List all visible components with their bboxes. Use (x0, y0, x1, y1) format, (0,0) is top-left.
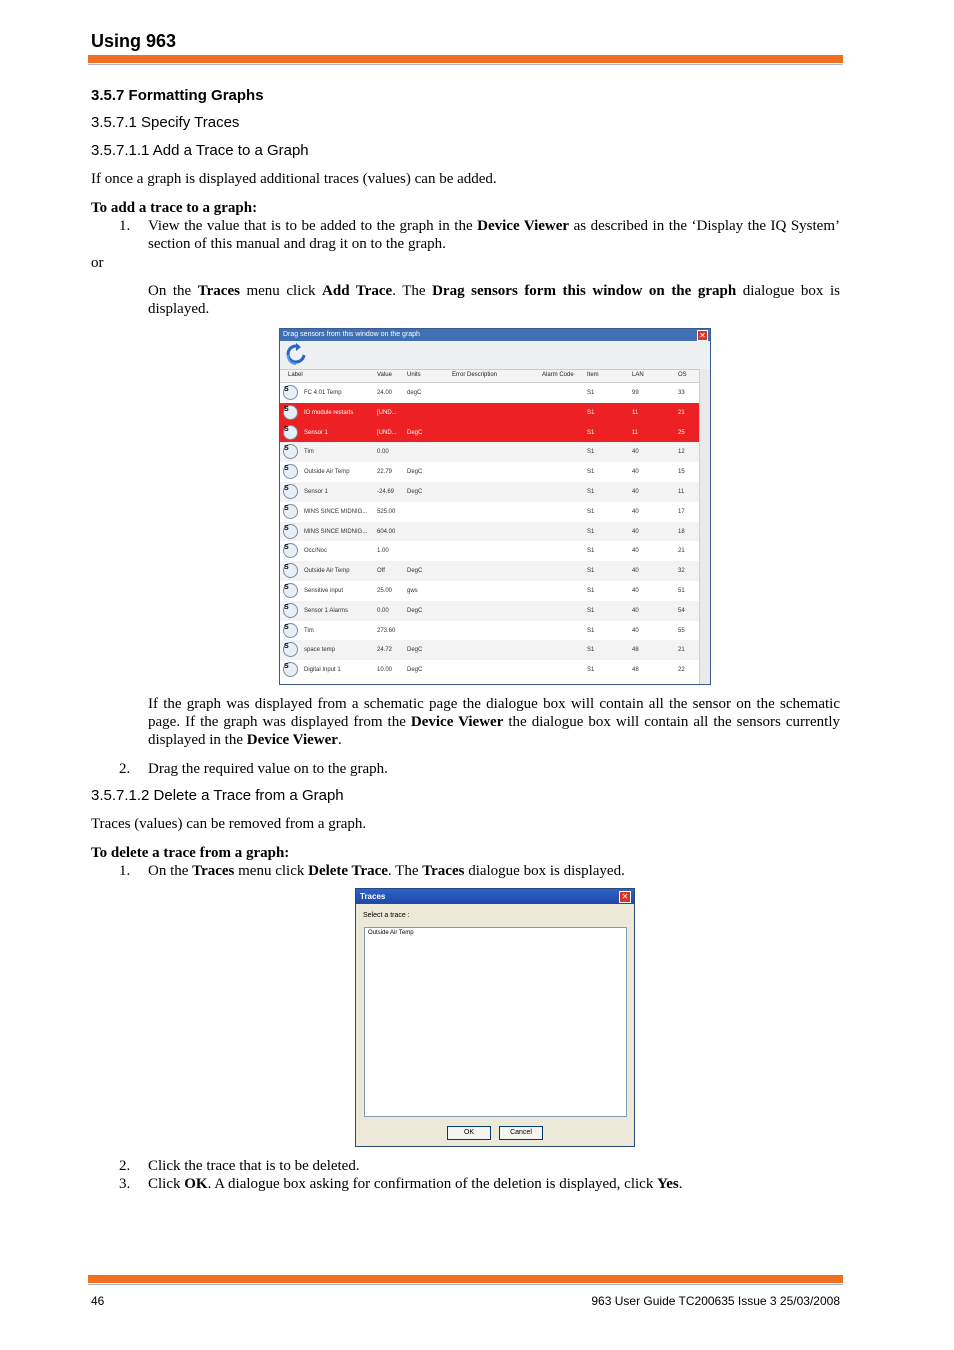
sensor-item: S1 (587, 568, 595, 575)
sensor-label: Sensor 1 Alarms (304, 607, 349, 614)
sensor-label: IO module restarts (304, 409, 354, 416)
sensor-row[interactable] (280, 561, 699, 581)
running-header: Using 963 (91, 31, 177, 51)
sensor-os: 21 (678, 548, 685, 555)
column-header[interactable]: Label (288, 372, 303, 378)
trace-list-item[interactable]: Outside Air Temp (368, 930, 414, 936)
step-number: 2. (119, 1158, 131, 1174)
delete-step-3: Click OK. A dialogue box asking for confirmation of the deletion is displayed, click Yes. (148, 1176, 683, 1192)
sensor-lan: 40 (632, 488, 639, 495)
sensor-label: Tim (304, 449, 314, 456)
sensor-icon: S (283, 444, 298, 459)
sensor-os: 25 (678, 429, 685, 436)
sensor-lan: 40 (632, 627, 639, 634)
delete-step-1: On the Traces menu click Delete Trace. The Traces dialogue box is displayed. (148, 863, 625, 879)
sensor-row[interactable] (280, 383, 699, 403)
step-number: 1. (119, 863, 131, 879)
sensor-item: S1 (587, 488, 595, 495)
sensor-os: 17 (678, 508, 685, 515)
sensor-value: 10.00 (377, 667, 393, 674)
sensor-item: S1 (587, 607, 595, 614)
sensor-item: S1 (587, 429, 595, 436)
sensor-row[interactable] (280, 423, 699, 443)
sensor-value: 604.00 (377, 528, 396, 535)
sensor-value: 0.00 (377, 607, 389, 614)
column-header[interactable]: Value (377, 372, 392, 378)
header-rule-thin (88, 64, 843, 65)
column-header[interactable]: Alarm Code (542, 372, 574, 378)
sensor-label: Tim (304, 627, 314, 634)
sensor-lan: 48 (632, 667, 639, 674)
sensor-value: 0.00 (377, 449, 389, 456)
sensor-label: Sensor 1 (304, 429, 329, 436)
sensor-item: S1 (587, 449, 595, 456)
sensor-icon: S (283, 543, 298, 558)
sensor-row[interactable] (280, 581, 699, 601)
sensor-os: 11 (678, 488, 685, 495)
sensor-lan: 40 (632, 449, 639, 456)
dialog-title-bar: Drag sensors from this window on the graph (280, 329, 710, 341)
drag-sensors-dialog (279, 328, 711, 685)
refresh-icon[interactable] (285, 343, 307, 367)
header-rule (88, 55, 843, 63)
sensor-item: S1 (587, 508, 595, 515)
sensor-label: MINS SINCE MIDNIG... (304, 508, 368, 515)
sensor-value: 1.00 (377, 548, 389, 555)
column-header[interactable]: Item (587, 372, 599, 378)
page-number: 46 (91, 1294, 105, 1308)
sensor-os: 21 (678, 409, 685, 416)
sensor-list (280, 383, 710, 680)
sensor-row[interactable] (280, 482, 699, 502)
sensor-label: Sensor 1 (304, 488, 329, 495)
heading-specify-traces: 3.5.7.1 Specify Traces (91, 114, 240, 131)
traces-dialog-title: Traces (356, 889, 634, 904)
sensor-icon: S (283, 603, 298, 618)
sensor-label: FC 4.01 Temp (304, 390, 342, 396)
sensor-item: S1 (587, 647, 595, 654)
step-number: 3. (119, 1176, 131, 1192)
sensor-units: DegC (407, 568, 423, 575)
close-icon[interactable]: ✕ (697, 330, 708, 341)
column-header[interactable]: LAN (632, 372, 644, 378)
sensor-value: -24.69 (377, 488, 395, 495)
step-2-text: Drag the required value on to the graph. (148, 761, 388, 777)
sensor-item: S1 (587, 667, 595, 674)
sensor-item: S1 (587, 409, 595, 416)
sensor-os: 21 (678, 647, 685, 654)
sensor-lan: 40 (632, 528, 639, 535)
footer-rule (88, 1275, 843, 1283)
sensor-lan: 40 (632, 548, 639, 555)
trace-listbox[interactable] (364, 927, 627, 1117)
sensor-icon: S (283, 623, 298, 638)
sensor-icon: S (283, 385, 298, 400)
sensor-label: MINS SINCE MIDNIG... (304, 528, 368, 535)
sensor-row[interactable] (280, 403, 699, 423)
footer-rule-thin (88, 1284, 843, 1285)
step-number: 2. (119, 761, 131, 777)
add-trace-heading: To add a trace to a graph: (91, 200, 258, 216)
sensor-lan: 40 (632, 469, 639, 476)
step-number: 1. (119, 218, 131, 234)
heading-formatting-graphs: 3.5.7 Formatting Graphs (91, 87, 264, 104)
sensor-lan: 11 (632, 429, 639, 436)
dialog-toolbar (280, 341, 710, 370)
after-dialog-paragraph: If the graph was displayed from a schematic page the dialogue box will contain all the sensor on the schematic page. If the graph was displayed from the Device Viewer the dialogue box will contain all the sensors currently displayed in the Device Viewer. (148, 696, 840, 748)
traces-dialog (355, 888, 635, 1147)
sensor-units: DegC (407, 647, 423, 654)
sensor-lan: 99 (632, 390, 639, 396)
sensor-value: 22.79 (377, 469, 393, 476)
sensor-os: 33 (678, 390, 685, 396)
close-icon[interactable]: ✕ (619, 891, 631, 903)
cancel-button[interactable]: Cancel (499, 1126, 543, 1140)
sensor-units: DegC (407, 488, 423, 495)
sensor-icon: S (283, 484, 298, 499)
select-trace-label: Select a trace : (363, 912, 410, 919)
column-header[interactable]: Error Description (452, 372, 498, 378)
sensor-label: Outside Air Temp (304, 568, 350, 575)
sensor-units: DegC (407, 607, 423, 614)
sensor-units: DegC (407, 429, 423, 436)
sensor-lan: 11 (632, 409, 639, 416)
sensor-lan: 48 (632, 647, 639, 654)
sensor-os: 15 (678, 469, 685, 476)
sensor-icon: S (283, 464, 298, 479)
delete-intro: Traces (values) can be removed from a graph. (91, 816, 367, 832)
sensor-row[interactable] (280, 640, 699, 660)
sensor-row[interactable] (280, 502, 699, 522)
sensor-units: DegC (407, 469, 423, 476)
sensor-units: gws (407, 587, 418, 594)
sensor-os: 55 (678, 627, 685, 634)
sensor-label: Digital Input 1 (304, 667, 341, 674)
sensor-icon: S (283, 504, 298, 519)
sensor-value: Off (377, 568, 385, 575)
sensor-os: 18 (678, 528, 685, 535)
footer-doc-info: 963 User Guide TC200635 Issue 3 25/03/2008 (591, 1294, 840, 1308)
sensor-item: S1 (587, 528, 595, 535)
or-text: or (91, 255, 104, 271)
sensor-icon: S (283, 524, 298, 539)
sensor-icon: S (283, 563, 298, 578)
sensor-item: S1 (587, 548, 595, 555)
sensor-value: 24.00 (377, 390, 393, 396)
sensor-value: 525.00 (377, 508, 396, 515)
sensor-item: S1 (587, 627, 595, 634)
column-header[interactable]: OS (678, 372, 687, 378)
sensor-value: [UND... (377, 429, 397, 436)
sensor-item: S1 (587, 390, 595, 396)
sensor-value: [UND... (377, 409, 397, 416)
sensor-row[interactable] (280, 601, 699, 621)
sensor-row[interactable] (280, 541, 699, 561)
sensor-row[interactable] (280, 621, 699, 641)
sensor-item: S1 (587, 587, 595, 594)
sensor-os: 32 (678, 568, 685, 575)
sensor-value: 25.00 (377, 587, 393, 594)
sensor-item: S1 (587, 469, 595, 476)
sensor-lan: 40 (632, 587, 639, 594)
sensor-lan: 40 (632, 508, 639, 515)
sensor-row[interactable] (280, 462, 699, 482)
sensor-value: 273.60 (377, 627, 396, 634)
sensor-icon: S (283, 405, 298, 420)
sensor-units: DegC (407, 667, 423, 674)
delete-step-2: Click the trace that is to be deleted. (148, 1158, 360, 1174)
sensor-os: 22 (678, 667, 685, 674)
sensor-row[interactable] (280, 442, 699, 462)
sensor-units: degC (407, 390, 422, 396)
sensor-value: 24.72 (377, 647, 393, 654)
sensor-label: Outside Air Temp (304, 469, 350, 476)
alt-paragraph: On the Traces menu click Add Trace. The Drag sensors form this window on the graph dialogue box is displayed. (148, 283, 840, 317)
ok-button[interactable]: OK (447, 1126, 491, 1140)
sensor-lan: 40 (632, 568, 639, 575)
sensor-icon: S (283, 425, 298, 440)
sensor-icon: S (283, 583, 298, 598)
sensor-label: Sensitive input (304, 587, 344, 594)
step-1-text: View the value that is to be added to the graph in the Device Viewer as described in the ‘Display the IQ System’ section of this manual and drag it on to the graph. (148, 218, 840, 252)
sensor-label: space temp (304, 647, 336, 654)
sensor-row[interactable] (280, 660, 699, 680)
sensor-lan: 40 (632, 607, 639, 614)
intro-paragraph: If once a graph is displayed additional traces (values) can be added. (91, 171, 497, 187)
heading-delete-trace: 3.5.7.1.2 Delete a Trace from a Graph (91, 787, 344, 804)
sensor-icon: S (283, 642, 298, 657)
column-header[interactable]: Units (407, 372, 421, 378)
sensor-os: 12 (678, 449, 685, 456)
delete-trace-heading: To delete a trace from a graph: (91, 845, 290, 861)
column-header-row (280, 370, 710, 383)
sensor-icon: S (283, 662, 298, 677)
sensor-os: 54 (678, 607, 685, 614)
sensor-label: Occ/Noc (304, 548, 328, 555)
sensor-os: 51 (678, 587, 685, 594)
heading-add-trace: 3.5.7.1.1 Add a Trace to a Graph (91, 142, 309, 159)
sensor-row[interactable] (280, 522, 699, 542)
vertical-scrollbar[interactable] (699, 369, 710, 684)
